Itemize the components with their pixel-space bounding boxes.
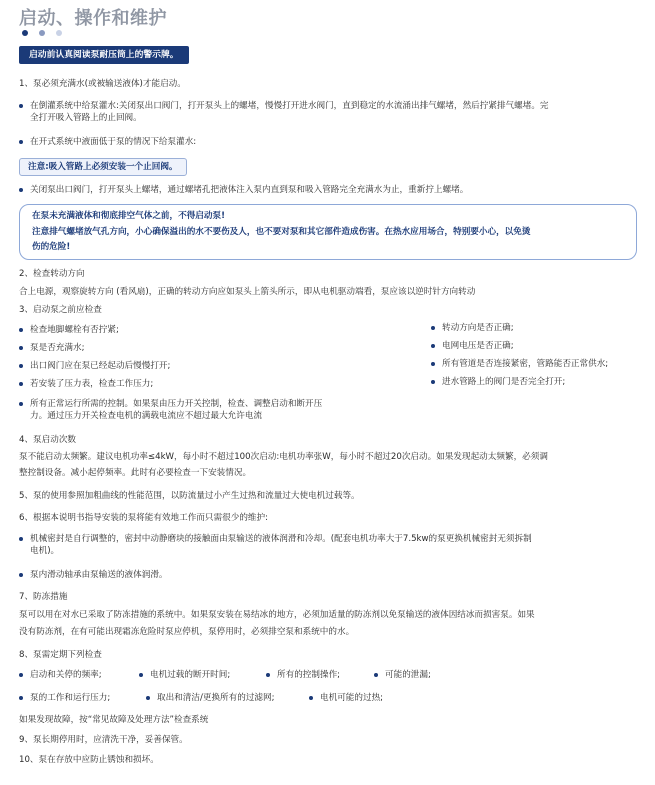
check-item-left-4: 若安装了压力表，检查工作压力; — [30, 379, 154, 389]
periodic-check-4: 可能的泄漏; — [385, 670, 431, 680]
section-6-bullet-1-line-2: 电机)。 — [30, 546, 60, 557]
periodic-check-1: 启动和关停的频率; — [30, 670, 102, 680]
periodic-check-3: 所有的控制操作; — [277, 670, 341, 680]
periodic-check-5: 泵的工作和运行压力; — [30, 693, 111, 703]
check-item-left-5 — [30, 398, 322, 423]
dot-light — [56, 30, 62, 36]
section-1-bullet-1-line-2: 全打开吸入管路上的止回阀。 — [30, 113, 142, 124]
section-4-heading: 4、泵启动次数 — [19, 435, 77, 445]
section-1-bullet-2: 在开式系统中液面低于泵的情况下给泵灌水: — [30, 137, 197, 147]
warning-banner: 启动前认真阅读泵耐压筒上的警示牌。 — [19, 46, 189, 64]
dot-mid — [39, 30, 45, 36]
section-6-bullet-1 — [30, 533, 532, 558]
check-item-left-3: 出口阀门应在泵已经起动后慢慢打开; — [30, 361, 171, 371]
section-9-heading: 9、泵长期停用时，应清洗干净，妥善保管。 — [19, 735, 188, 745]
section-5-heading: 5、泵的使用参照加粗曲线的性能范围，以防流量过小产生过热和流量过大使电机过载等。 — [19, 491, 360, 501]
check-item-left-1: 检查地脚螺栓有否拧紧; — [30, 325, 119, 335]
warning-line-1: 在泵未充满液体和彻底排空气体之前，不得启动泵! — [32, 211, 225, 221]
section-2-heading: 2、检查转动方向 — [19, 269, 85, 279]
check-valve-note: 注意:吸入管路上必须安装一个止回阀。 — [19, 158, 187, 176]
warning-line-2: 注意排气螺堵放气孔方向，小心确保溢出的水不要伤及人，也不要对泵和其它部件造成伤害。在热水应用场合，特别要小心，以免烫 — [32, 226, 531, 237]
check-item-left-5-line-1: 所有正常运行所需的控制。如果泵由压力开关控制，检查、调整启动和断开压 — [30, 399, 323, 409]
section-7-line-1: 泵可以用在对水已采取了防冻措施的系统中。如果泵安装在易结冰的地方，必须加适量的防冻剂以免泵输送的液体因结冰而损害泵。如果 — [19, 610, 535, 620]
check-item-left-2: 泵是否充满水; — [30, 343, 85, 353]
check-item-right-2: 电网电压是否正确; — [442, 341, 514, 351]
section-1-bullet-1-line-1: 在倒灌系统中给泵灌水:关闭泵出口阀门，打开泵头上的螺堵，慢慢打开进水阀门，直到稳定的水流涌出排气螺堵，然后拧紧排气螺堵。完 — [30, 101, 549, 111]
check-item-right-1: 转动方向是否正确; — [442, 323, 514, 333]
warning-line-3: 伤的危险! — [32, 242, 71, 252]
section-7-line-2: 没有防冻剂，在有可能出现霜冻危险时泵应停机，泵停用时，必须排空泵和系统中的水。 — [19, 627, 355, 637]
section-6-bullet-1-line-1: 机械密封是自行调整的，密封中动静磨块的接触面由泵输送的液体润滑和冷却。(配套电机功率大于7.5kw的泵更换机械密封无须拆制 — [30, 534, 532, 544]
section-10-heading: 10、泵在存放中应防止锈蚀和损坏。 — [19, 755, 159, 765]
section-1-bullet-1 — [30, 100, 549, 125]
check-item-right-3: 所有管道是否连接紧密，管路能否正常供水; — [442, 359, 609, 369]
decorative-dots — [22, 30, 62, 36]
periodic-check-6: 取出和清洁/更换所有的过滤网; — [157, 693, 275, 703]
check-item-right-4: 进水管路上的阀门是否完全打开; — [442, 377, 566, 387]
section-4-line-2: 整控制设备。减小起停频率。此时有必要检查一下安装情况。 — [19, 468, 252, 478]
section-4-line-1: 泵不能启动太频繁。建议电机功率≤4kW，每小时不超过100次启动:电机功率张W，每小时不超过20次启动。如果发现起动太频繁，必须调 — [19, 452, 548, 462]
periodic-check-2: 电机过载的断开时间; — [150, 670, 231, 680]
priming-warning-box — [19, 204, 637, 260]
section-3-heading: 3、启动泵之前应检查 — [19, 305, 102, 315]
periodic-check-7: 电机可能的过热; — [320, 693, 384, 703]
section-1-heading: 1、泵必须充满水(或被输送液体)才能启动。 — [19, 79, 186, 89]
check-item-left-5-line-2: 力。通过压力开关检查电机的满载电流应不超过最大允许电流 — [30, 411, 263, 422]
page-title: 启动、操作和维护 — [19, 8, 167, 29]
section-8-heading: 8、泵需定期下列检查 — [19, 650, 102, 660]
dot-dark — [22, 30, 28, 36]
section-6-bullet-2: 泵内滑动轴承由泵输送的液体润滑。 — [30, 570, 168, 580]
section-7-heading: 7、防冻措施 — [19, 592, 68, 602]
section-1-bullet-3: 关闭泵出口阀门，打开泵头上螺堵，通过螺堵孔把液体注入泵内直到泵和吸入管路完全充满水为止，重新拧上螺堵。 — [30, 185, 469, 195]
section-6-heading: 6、根据本说明书指导安装的泵将能有效地工作而只需很少的维护: — [19, 513, 268, 523]
section-8-text: 如果发现故障，按“常见故障及处理方法”检查系统 — [19, 715, 209, 725]
section-2-text: 合上电源，观察旋转方向 (看风扇)，正确的转动方向应如泵头上箭头所示，即从电机驱动端看，泵应该以逆时针方向转动 — [19, 287, 476, 297]
